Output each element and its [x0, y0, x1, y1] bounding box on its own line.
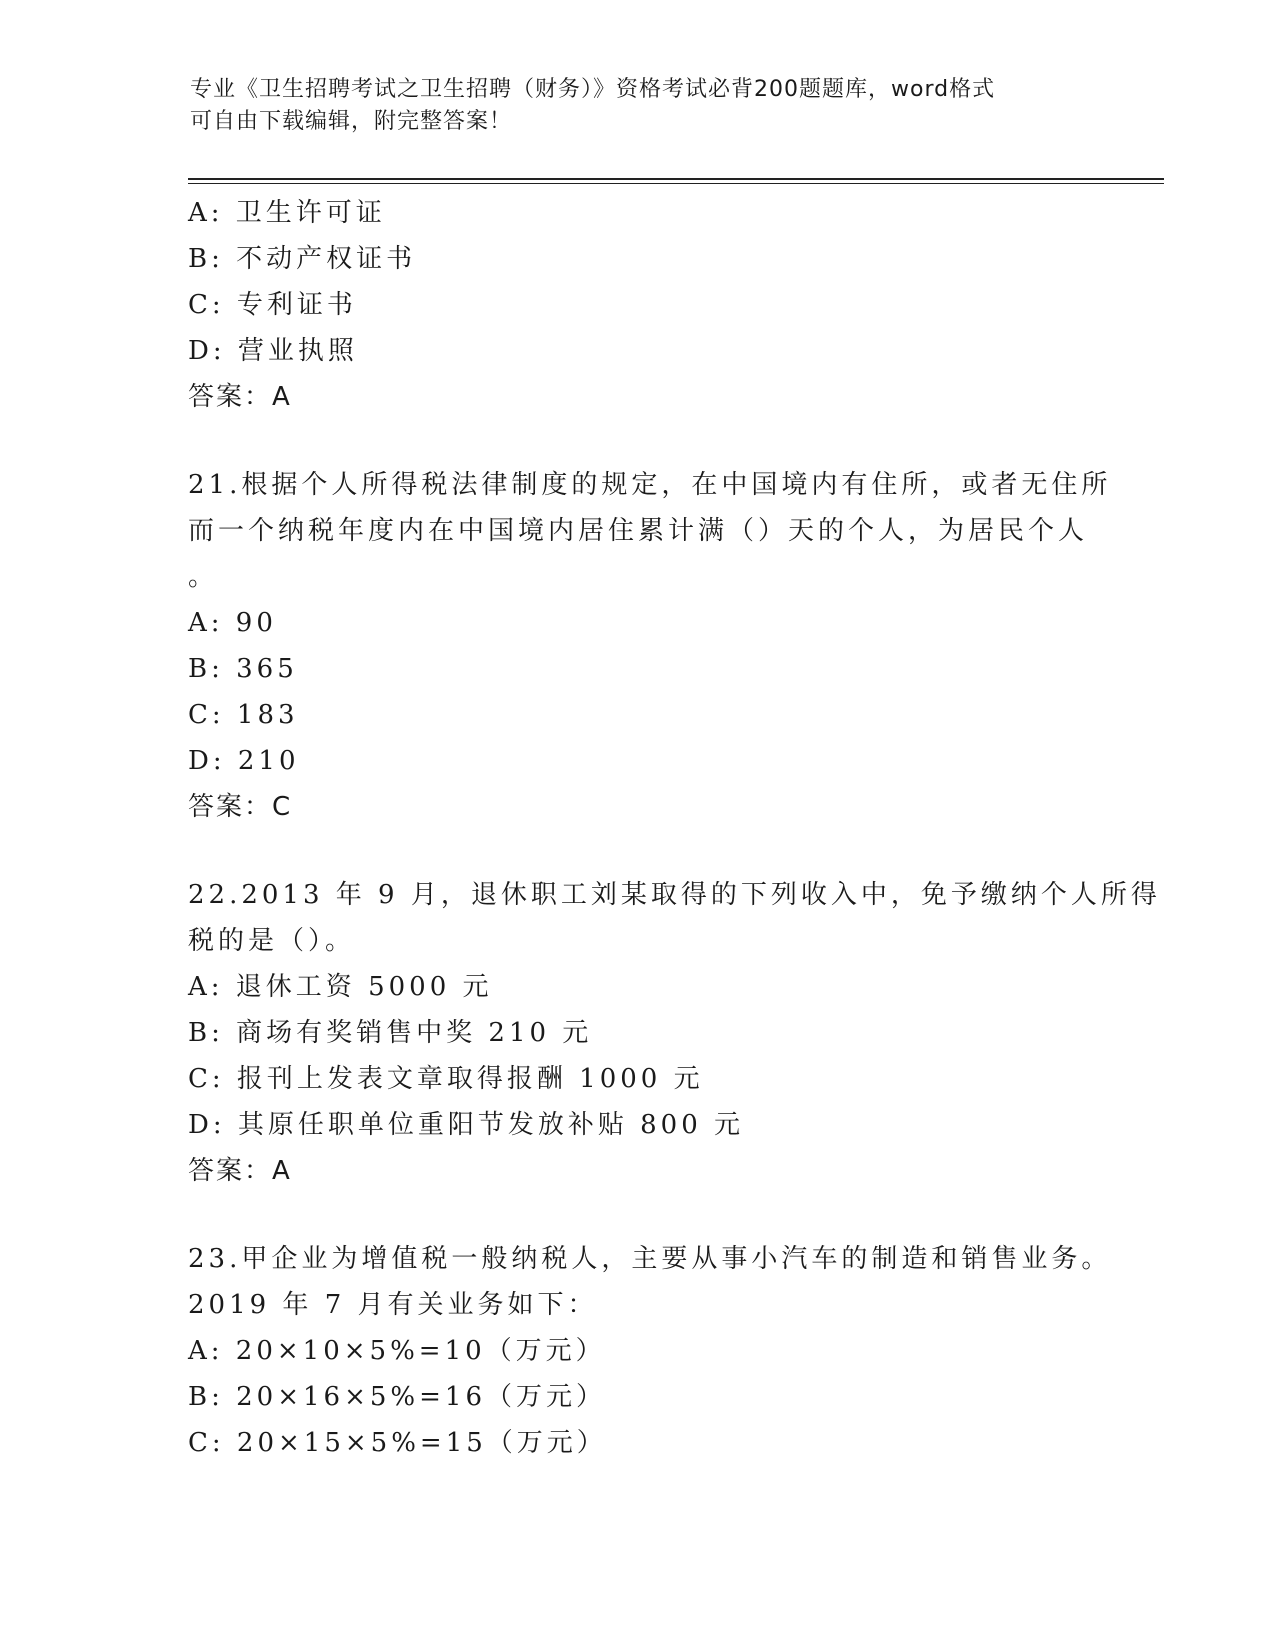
header-line-1: 专业《卫生招聘考试之卫生招聘（财务）》资格考试必背200题题库，word格式	[190, 77, 996, 102]
question-text-line: 23.甲企业为增值税一般纳税人，主要从事小汽车的制造和销售业务。	[188, 1244, 1112, 1274]
option-c: C: 报刊上发表文章取得报酬 1000 元	[188, 1064, 704, 1094]
question-22	[188, 872, 1161, 1194]
question-23	[188, 1236, 1112, 1466]
answer: 答案：C	[188, 792, 293, 822]
option-d: D: 210	[188, 746, 300, 776]
option-b: B: 20×16×5%=16（万元）	[188, 1382, 606, 1412]
header-line-2: 可自由下载编辑，附完整答案！	[190, 109, 513, 134]
document-content	[188, 190, 1161, 1466]
option-a: A: 90	[188, 608, 277, 638]
option-a: A: 20×10×5%=10（万元）	[188, 1336, 606, 1366]
option-b: B: 不动产权证书	[188, 244, 417, 274]
question-text-line: 而一个纳税年度内在中国境内居住累计满（）天的个人，为居民个人	[188, 516, 1089, 546]
document-header	[190, 74, 1090, 138]
option-a: A: 卫生许可证	[188, 198, 386, 228]
answer: 答案：A	[188, 1156, 292, 1186]
option-d: D: 营业执照	[188, 336, 358, 366]
question-text-line: 21.根据个人所得税法律制度的规定，在中国境内有住所，或者无住所	[188, 470, 1112, 500]
option-c: C: 专利证书	[188, 290, 357, 320]
question-text-line: 税的是（）。	[188, 926, 356, 956]
question-21	[188, 462, 1112, 830]
option-a: A: 退休工资 5000 元	[188, 972, 493, 1002]
option-b: B: 商场有奖销售中奖 210 元	[188, 1018, 593, 1048]
option-c: C: 20×15×5%=15（万元）	[188, 1428, 607, 1458]
option-d: D: 其原任职单位重阳节发放补贴 800 元	[188, 1110, 745, 1140]
option-b: B: 365	[188, 654, 298, 684]
question-text-line: 22.2013 年 9 月，退休职工刘某取得的下列收入中，免予缴纳个人所得	[188, 880, 1161, 910]
question-20	[188, 190, 1088, 420]
question-text-line: 2019 年 7 月有关业务如下：	[188, 1290, 598, 1320]
header-divider-thin	[188, 183, 1164, 184]
header-divider	[188, 178, 1164, 180]
question-text-line: 。	[188, 562, 219, 592]
answer: 答案：A	[188, 382, 292, 412]
option-c: C: 183	[188, 700, 299, 730]
